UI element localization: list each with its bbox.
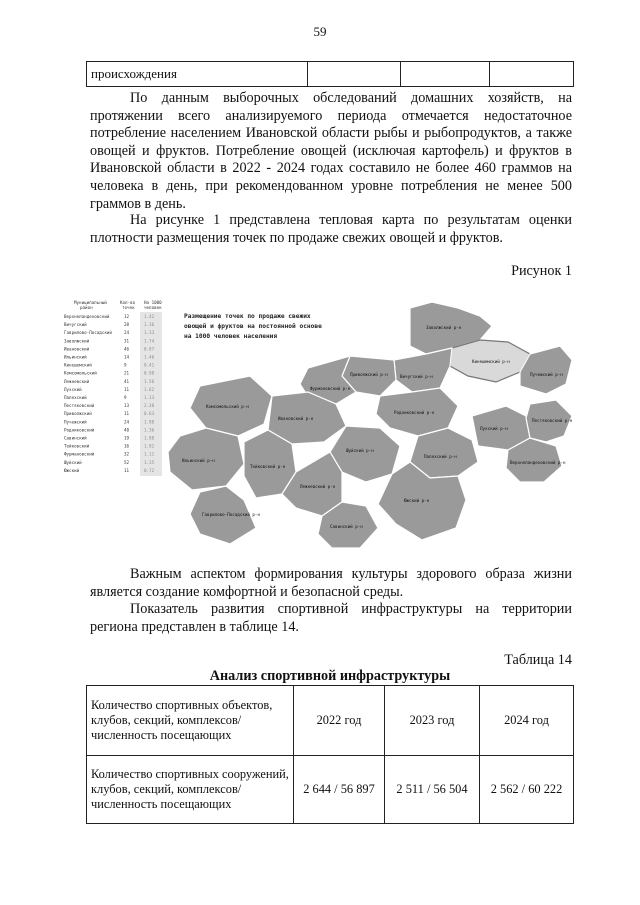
legend-cell: Комсомольский [64, 370, 97, 376]
figure-caption: Рисунок 1 [511, 263, 572, 279]
svg-text:Ивановский р-н: Ивановский р-н [278, 416, 314, 421]
continued-table [86, 61, 574, 87]
svg-text:Заволжский р-н: Заволжский р-н [426, 325, 462, 330]
legend-cell: 31 [124, 338, 130, 344]
legend-cell: Палехский [64, 395, 87, 400]
svg-text:Лухский р-н: Лухский р-н [480, 426, 508, 431]
svg-text:Лежневский р-н: Лежневский р-н [300, 484, 336, 489]
svg-text:Кинешемский р-н: Кинешемский р-н [472, 359, 510, 364]
svg-text:на 1000 человек населения: на 1000 человек населения [184, 333, 278, 340]
legend-cell: Пестяковский [64, 403, 95, 409]
svg-text:Савинский р-н: Савинский р-н [330, 524, 363, 529]
legend-cell: Ильинский [64, 354, 87, 360]
header-year-2023: 2023 год [385, 686, 480, 756]
svg-text:Кол-во: Кол-во [120, 300, 136, 305]
legend-cell: Южский [64, 467, 80, 473]
legend-cell: 11 [124, 411, 130, 417]
header-year-2024: 2024 год [480, 686, 574, 756]
svg-text:Пестяковский р-н: Пестяковский р-н [532, 418, 573, 423]
svg-text:овощей и фруктов на постоянной: овощей и фруктов на постоянной основе [184, 323, 322, 330]
legend-cell: Кинешемский [64, 362, 92, 368]
legend-cell: 14 [124, 354, 130, 360]
legend-cell: 40 [124, 427, 130, 433]
table-cell: происхождения [87, 62, 308, 87]
legend-cell: Заволжский [64, 338, 90, 344]
legend-cell: Вичугский [64, 322, 87, 328]
table-title: Анализ спортивной инфраструктуры [209, 668, 451, 684]
svg-text:человек: человек [144, 305, 162, 310]
paragraph-sport-infrastructure: Показатель развития спортивной инфраструктуры на территории региона представлен в таблице 14. [90, 601, 572, 635]
legend-cell: 11 [124, 467, 130, 473]
svg-text:Комсомольский р-н: Комсомольский р-н [206, 404, 249, 409]
svg-text:Фурмановский р-н: Фурмановский р-н [310, 386, 351, 391]
legend-cell: Пучежский [64, 419, 87, 425]
svg-text:точек: точек [122, 305, 135, 310]
map-legend [64, 300, 162, 476]
legend-cell: 52 [124, 459, 130, 465]
legend-cell: 24 [124, 419, 130, 425]
svg-text:Пучежский р-н: Пучежский р-н [530, 372, 563, 377]
header-year-2022: 2022 год [294, 686, 385, 756]
legend-cell: 9 [124, 395, 127, 400]
map-title [184, 313, 322, 340]
legend-cell: 13 [124, 403, 130, 409]
svg-text:Приволжский р-н: Приволжский р-н [350, 372, 388, 377]
svg-text:Верхнеландеховский р-н: Верхнеландеховский р-н [510, 460, 566, 465]
legend-cell: 16 [124, 443, 130, 449]
legend-cell: Тейковский [64, 443, 90, 449]
legend-cell: 19 [124, 435, 130, 441]
legend-cell: 12 [124, 314, 130, 319]
page-number: 59 [313, 24, 327, 39]
table-cell [308, 62, 401, 87]
svg-text:Размещение точек по продаже св: Размещение точек по продаже свежих [184, 313, 311, 320]
legend-cell: 32 [124, 451, 130, 457]
header-label-cell: Количество спортивных объектов, клубов, секций, комплексов/численность посещающих [87, 686, 294, 756]
paragraph-consumption: По данным выборочных обследований домашних хозяйств, на протяжении всего анализируемого периода отмечается недостаточное потребление населением Ивановской области рыбы и рыбопродуктов, а также овощей и фруктов. Потребление овощей (исключая картофель) и фруктов в Ивановской области в 2022 - 2024 годах составило не более 460 граммов на человека в день, при рекомендованном уровне потребления не менее 500 граммов в день. [90, 90, 572, 212]
svg-text:Вичугский р-н: Вичугский р-н [400, 374, 433, 379]
table-header-row [87, 686, 574, 756]
legend-cell: 11 [124, 386, 130, 392]
legend-cell: Лухский [64, 386, 82, 392]
legend-cell: 28 [124, 322, 130, 328]
sport-infrastructure-table [86, 685, 574, 824]
map-svg [60, 296, 580, 558]
svg-text:Гаврилово-Посадский р-н: Гаврилово-Посадский р-н [202, 512, 260, 517]
legend-cell: Савинский [64, 435, 87, 441]
legend-cell: Верхнеландеховский [64, 314, 110, 319]
svg-text:Ильинский р-н: Ильинский р-н [182, 458, 215, 463]
legend-cell: Шуйский [64, 459, 82, 465]
legend-cell: 41 [124, 378, 130, 384]
svg-text:Шуйский р-н: Шуйский р-н [346, 448, 374, 453]
legend-cell: 24 [124, 330, 130, 336]
svg-text:район: район [80, 305, 93, 310]
legend-cell: Родниковский [64, 427, 95, 433]
paragraph-figure-intro: На рисунке 1 представлена тепловая карта по результатам оценки плотности размещения точек по продаже свежих овощей и фруктов. [90, 212, 572, 246]
value-2023: 2 511 / 56 504 [385, 756, 480, 824]
value-2024: 2 562 / 60 222 [480, 756, 574, 824]
legend-cell: 21 [124, 370, 130, 376]
paragraph-healthy-lifestyle: Важным аспектом формирования культуры здорового образа жизни является создание комфортной и безопасной среды. [90, 566, 572, 600]
district-vichugsky [394, 348, 452, 392]
table-cell [490, 62, 574, 87]
svg-text:На 1000: На 1000 [144, 300, 162, 305]
table-cell [401, 62, 490, 87]
table-row [87, 756, 574, 824]
svg-text:Тейковский р-н: Тейковский р-н [250, 464, 286, 469]
value-2022: 2 644 / 56 897 [294, 756, 385, 824]
svg-text:Южский р-н: Южский р-н [404, 498, 430, 503]
svg-text:Родниковский р-н: Родниковский р-н [394, 410, 435, 415]
legend-cell: Приволжский [64, 411, 92, 417]
legend-cell: 9 [124, 362, 127, 368]
legend-cell: Лежневский [64, 378, 90, 384]
legend-cell: Фурмановский [64, 451, 95, 457]
legend-cell: Гаврилово-Посадский [64, 330, 112, 336]
row-label-cell: Количество спортивных сооружений, клубов, секций, комплексов/численность посещающих [87, 756, 294, 824]
heat-map-figure [60, 296, 580, 558]
legend-cell: 46 [124, 346, 130, 352]
legend-cell: Ивановский [64, 346, 90, 352]
table-number: Таблица 14 [504, 652, 572, 668]
legend-header: Муниципальный [74, 300, 107, 305]
svg-text:Палехский р-н: Палехский р-н [424, 454, 457, 459]
